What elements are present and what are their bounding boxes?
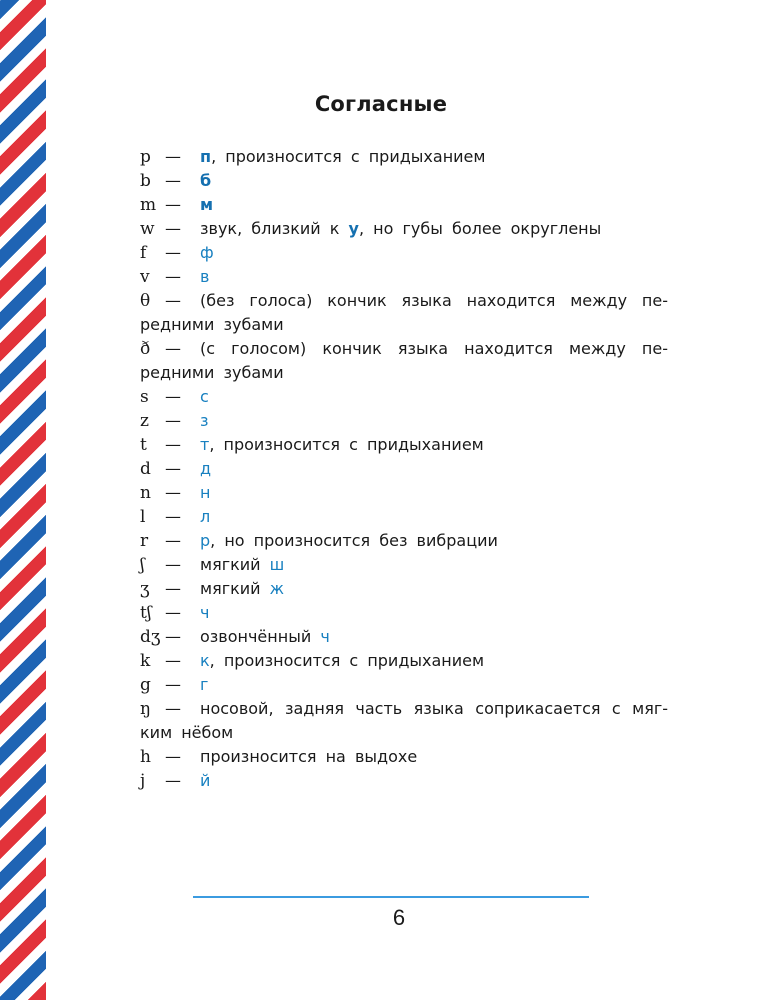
- ipa-symbol: z: [140, 411, 149, 431]
- russian-letter: л: [200, 507, 211, 526]
- description: , но губы более округлены: [358, 219, 602, 238]
- dash: —: [165, 147, 181, 166]
- consonant-row: [140, 673, 668, 697]
- consonant-row: [140, 409, 668, 433]
- dash: —: [165, 339, 181, 358]
- russian-letter: н: [200, 483, 211, 502]
- dash: —: [165, 555, 181, 574]
- consonant-row: [140, 697, 668, 721]
- dash: —: [165, 651, 181, 670]
- description-continuation: редними зубами: [140, 315, 284, 334]
- consonant-row: [140, 193, 668, 217]
- ipa-symbol: ð: [140, 339, 151, 359]
- russian-letter: к: [200, 651, 210, 670]
- russian-letter: ж: [269, 579, 285, 598]
- russian-letter: г: [200, 675, 209, 694]
- consonant-row: [140, 169, 668, 193]
- page-number: 6: [392, 905, 406, 930]
- description-continuation: ким нёбом: [140, 723, 234, 742]
- ipa-symbol: s: [140, 387, 149, 407]
- description: , но произносится без вибрации: [210, 531, 498, 550]
- consonant-row: [140, 577, 668, 601]
- dash: —: [165, 771, 181, 790]
- ipa-symbol: f: [140, 243, 147, 263]
- dash: —: [165, 219, 181, 238]
- consonant-row: [140, 457, 668, 481]
- consonant-row: [140, 601, 668, 625]
- consonant-list: [140, 145, 668, 793]
- russian-letter: б: [200, 171, 212, 190]
- russian-letter: ш: [269, 555, 285, 574]
- consonant-row: [140, 265, 668, 289]
- ipa-symbol: v: [140, 267, 150, 287]
- description-prefix: мягкий: [200, 579, 270, 598]
- ipa-symbol: ʒ: [140, 579, 150, 599]
- ipa-symbol: ŋ: [140, 699, 151, 719]
- description: (с голосом) кончик языка находится между пе-: [200, 339, 668, 358]
- description-prefix: мягкий: [200, 555, 270, 574]
- dash: —: [165, 243, 181, 262]
- dash: —: [165, 507, 181, 526]
- description: (без голоса) кончик языка находится между пе-: [200, 291, 668, 310]
- dash: —: [165, 531, 181, 550]
- dash: —: [165, 675, 181, 694]
- dash: —: [165, 579, 181, 598]
- consonant-row: [140, 625, 668, 649]
- russian-letter: с: [200, 387, 209, 406]
- ipa-symbol: b: [140, 171, 151, 191]
- dash: —: [165, 699, 181, 718]
- description: , произносится с придыханием: [209, 435, 484, 454]
- ipa-symbol: n: [140, 483, 151, 503]
- consonant-row: [140, 505, 668, 529]
- russian-letter: т: [200, 435, 210, 454]
- dash: —: [165, 747, 181, 766]
- russian-letter: в: [200, 267, 210, 286]
- ipa-symbol: r: [140, 531, 149, 551]
- dash: —: [165, 267, 181, 286]
- consonant-row: [140, 241, 668, 265]
- striped-border: [0, 0, 46, 1000]
- ipa-symbol: g: [140, 675, 151, 695]
- consonant-row: [140, 745, 668, 769]
- ipa-symbol: k: [140, 651, 151, 671]
- ipa-symbol: t: [140, 435, 147, 455]
- consonant-row: [140, 289, 668, 313]
- consonant-row: [140, 433, 668, 457]
- ipa-symbol: w: [140, 219, 155, 239]
- description: , произносится с придыханием: [209, 651, 485, 670]
- dash: —: [165, 411, 181, 430]
- ipa-symbol: h: [140, 747, 151, 767]
- russian-letter: п: [200, 147, 212, 166]
- russian-letter: д: [200, 459, 212, 478]
- russian-letter: ф: [200, 243, 214, 262]
- footer-divider: [193, 896, 589, 898]
- ipa-symbol: tʃ: [140, 603, 152, 623]
- ipa-symbol: θ: [140, 291, 151, 311]
- consonant-row: [140, 649, 668, 673]
- ipa-symbol: m: [140, 195, 157, 215]
- consonant-row: [140, 553, 668, 577]
- dash: —: [165, 171, 181, 190]
- consonant-row: [140, 481, 668, 505]
- description: произносится на выдохе: [200, 747, 418, 766]
- dash: —: [165, 603, 181, 622]
- consonant-row: [140, 337, 668, 361]
- russian-letter: м: [200, 195, 214, 214]
- consonant-row: [140, 529, 668, 553]
- description-continuation: редними зубами: [140, 363, 284, 382]
- dash: —: [165, 459, 181, 478]
- page-title: Согласные: [314, 92, 448, 116]
- description: , произносится с придыханием: [211, 147, 486, 166]
- dash: —: [165, 435, 181, 454]
- russian-letter: у: [348, 219, 359, 238]
- russian-letter: р: [200, 531, 211, 550]
- consonant-row: [140, 217, 668, 241]
- ipa-symbol: ʃ: [140, 555, 145, 575]
- ipa-symbol: dʒ: [140, 627, 161, 647]
- ipa-symbol: p: [140, 147, 151, 167]
- dash: —: [165, 195, 181, 214]
- consonant-row: [140, 385, 668, 409]
- russian-letter: з: [200, 411, 209, 430]
- description: носовой, задняя часть языка соприкасается с мяг-: [200, 699, 668, 718]
- russian-letter: й: [200, 771, 211, 790]
- dash: —: [165, 627, 181, 646]
- ipa-symbol: d: [140, 459, 151, 479]
- ipa-symbol: j: [140, 771, 146, 791]
- description-prefix: озвончённый: [200, 627, 321, 646]
- consonant-row: [140, 769, 668, 793]
- description-prefix: звук, близкий к: [200, 219, 349, 238]
- dash: —: [165, 483, 181, 502]
- dash: —: [165, 387, 181, 406]
- russian-letter: ч: [320, 627, 330, 646]
- ipa-symbol: l: [140, 507, 146, 527]
- russian-letter: ч: [200, 603, 210, 622]
- consonant-row: [140, 145, 668, 169]
- dash: —: [165, 291, 181, 310]
